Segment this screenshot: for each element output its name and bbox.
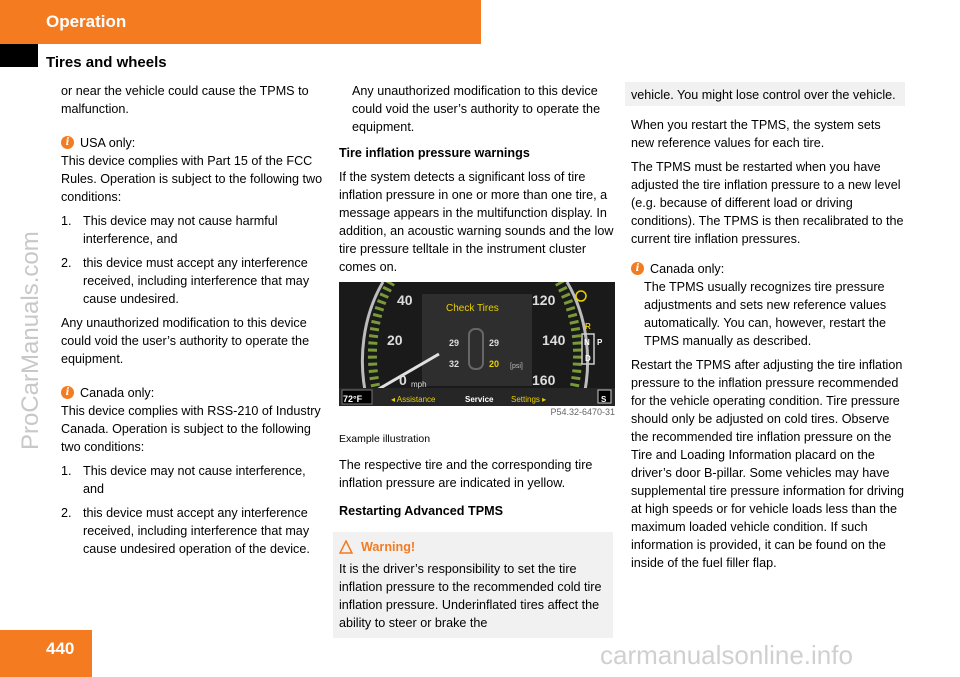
speed-unit: mph <box>411 380 427 389</box>
intro-text: or near the vehicle could cause the TPMS to malfunction. <box>61 84 309 116</box>
gear-d: D <box>585 354 591 363</box>
usa-note <box>61 134 323 152</box>
subsection-title: Tires and wheels <box>46 54 167 71</box>
check-tires-message: Check Tires <box>446 303 499 314</box>
column-3 <box>631 82 907 578</box>
menu-settings: Settings ▸ <box>511 395 547 404</box>
figure-caption: Example illustration <box>339 433 431 445</box>
warning-continued-box <box>625 82 905 106</box>
usa-label: USA only: <box>80 136 136 150</box>
warning-text: It is the driver’s responsibility to set the tire inflation pressure to the recommended cold tire inflation pressure. Underinflated tires affect the ability to steer or brake the <box>339 562 602 630</box>
speed-label: 120 <box>532 292 556 308</box>
outside-temperature: 72°F <box>343 394 363 404</box>
usa-modification-text: Any unauthorized modification to this device could void the user’s authority to operate the equipment. <box>61 316 310 366</box>
warning-title-row <box>339 538 607 556</box>
side-watermark: ProCarManuals.com <box>17 231 44 450</box>
header-tab-marker <box>0 44 38 67</box>
speed-label: 20 <box>387 332 403 348</box>
canada-label: Canada only: <box>650 262 725 276</box>
gear-n: N <box>584 338 590 347</box>
tire-pressure-rr: 20 <box>489 359 500 369</box>
footer-watermark: carmanualsonline.info <box>600 640 853 670</box>
pressure-unit: [psi] <box>510 363 523 370</box>
photo-reference: P54.32-6470-31 <box>550 407 615 417</box>
speed-label: 0 <box>399 372 407 388</box>
section-title: Operation <box>46 12 127 31</box>
tire-pressure-fl: 29 <box>449 338 460 348</box>
tire-pressure-fr: 29 <box>489 338 500 348</box>
s-badge: S <box>601 395 607 404</box>
speed-label: 160 <box>532 372 556 388</box>
info-icon: i <box>61 386 74 399</box>
canada-label: Canada only: <box>80 386 155 400</box>
warning-continued-text: vehicle. You might lose control over the vehicle. <box>631 88 896 102</box>
warning-title: Warning! <box>361 540 416 554</box>
tire-warnings-heading: Tire inflation pressure warnings <box>339 146 530 160</box>
restart-tpms-heading: Restarting Advanced TPMS <box>339 504 503 518</box>
canada-text: This device complies with RSS-210 of Industry Canada. Operation is subject to the following two conditions: <box>61 404 321 454</box>
restart-paragraph-2: The TPMS must be restarted when you have adjusted the tire inflation pressure to a new level (e.g. because of different load or driving conditions). The TPMS is then recalibrated to the current tire inflation pressures. <box>631 160 904 246</box>
list-item: 2. this device must accept any interference received, including interference that may cause undesired. <box>61 256 310 306</box>
speed-label: 140 <box>542 332 566 348</box>
list-item: 2. this device must accept any interference received, including interference that may cause undesired operation of the device. <box>61 506 310 556</box>
tire-pressure-rl: 32 <box>449 359 460 369</box>
warning-box <box>333 532 613 638</box>
restart-paragraph-3: Restart the TPMS after adjusting the tire inflation pressure to the inflation pressure recommended for the vehicle operating condition. Tire pressure should only be adjusted on cold tires. Observe the recommended tire inflation pressure on the Tire and Loading Information placard on the driver’s door B-pillar. Some vehicles may have supplemental tire pressure information for driving at high speeds or for vehicle loads less than the maximum loaded vehicle condition. If such information is provided, it can be found on the inside of the fuel filler flap. <box>631 358 904 570</box>
list-item: 1. This device may not cause harmful interference, and <box>61 214 278 246</box>
yellow-note: The respective tire and the corresponding tire inflation pressure are indicated in yellow. <box>339 458 593 490</box>
instrument-cluster-image <box>339 282 615 406</box>
canada-note <box>61 384 323 402</box>
menu-assistance: ◂ Assistance <box>391 395 436 404</box>
column-1 <box>61 82 323 564</box>
gear-r: R <box>585 322 591 331</box>
tire-warnings-text: If the system detects a significant loss of tire inflation pressure in one or more than one tire, a message appears in the multifunction display. In addition, an acoustic warning sounds and the low tire pressure telltale in the instrument cluster comes on. <box>339 170 614 274</box>
usa-text: This device complies with Part 15 of the FCC Rules. Operation is subject to the following two conditions: <box>61 154 323 204</box>
page-number: 440 <box>46 639 75 658</box>
canada-note <box>631 260 907 278</box>
gear-p: P <box>597 338 603 347</box>
info-icon: i <box>631 262 644 275</box>
canada-text: The TPMS usually recognizes tire pressure adjustments and sets new reference values automatically. You can, however, restart the TPMS manually as described. <box>644 280 887 348</box>
warning-triangle-icon <box>339 540 353 554</box>
menu-service: Service <box>465 395 494 404</box>
speed-label: 40 <box>397 292 413 308</box>
restart-paragraph-1: When you restart the TPMS, the system sets new reference values for each tire. <box>631 118 881 150</box>
info-icon: i <box>61 136 74 149</box>
list-item: 1. This device may not cause interference, and <box>61 464 306 496</box>
column-2 <box>339 82 615 638</box>
modification-text: Any unauthorized modification to this device could void the user’s authority to operate the equipment. <box>352 84 601 134</box>
